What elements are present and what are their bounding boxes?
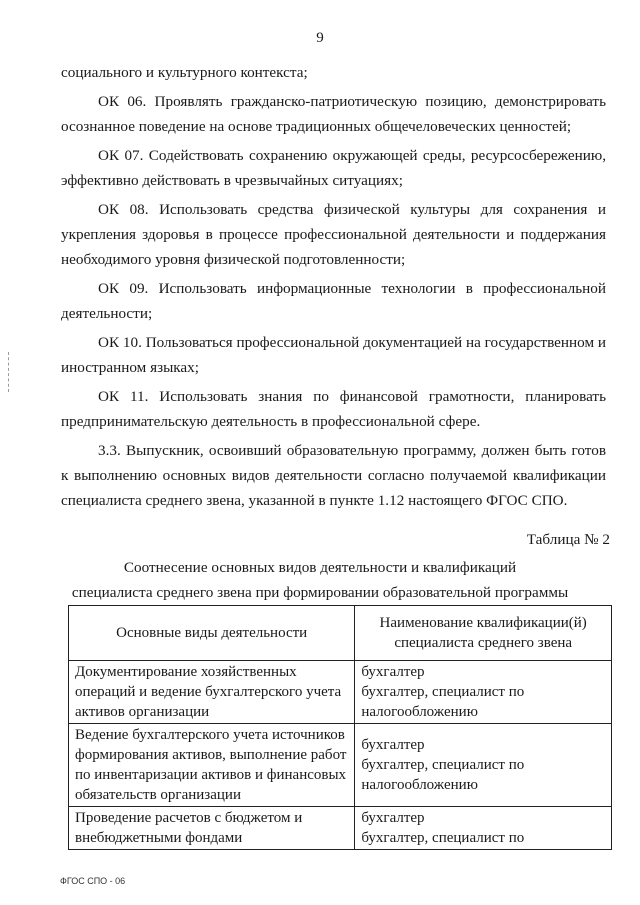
cell-line: бухгалтер (361, 737, 425, 753)
cell-line: формирования активов, выполнение работ (75, 747, 347, 763)
qualification-cell (355, 807, 612, 850)
cell-line: Проведение расчетов с бюджетом и (75, 810, 303, 826)
cell-line: внебюджетными фондами (75, 830, 243, 846)
paragraph-ok06: ОК 06. Проявлять гражданско-патриотическую позицию, демонстрировать осознанное поведение на основе традиционных общечеловеческих ценностей; (61, 93, 606, 135)
activity-cell (69, 807, 355, 850)
table-caption (0, 555, 640, 605)
cell-line: бухгалтер, специалист по (361, 830, 525, 846)
activity-cell (69, 661, 355, 724)
page-number: 9 (316, 30, 324, 46)
qualification-cell (355, 724, 612, 807)
header-activities: Основные виды деятельности (69, 606, 355, 661)
header-qualification-line: специалиста среднего звена (394, 635, 573, 651)
cell-line: бухгалтер (361, 810, 425, 826)
paragraph-3-3: 3.3. Выпускник, освоивший образовательную программу, должен быть готов к выполнению основных видов деятельности согласно получаемой квалификации специалиста среднего звена, указанной в пункте 1.12 настоящего ФГОС СПО. (61, 442, 606, 509)
table-row (69, 724, 612, 807)
cell-line: по инвентаризации активов и финансовых (75, 767, 347, 783)
paragraph-context: социального и культурного контекста; (61, 64, 308, 81)
cell-line: налогообложению (361, 777, 478, 793)
cell-line: налогообложению (361, 704, 478, 720)
table-caption-line: специалиста среднего звена при формировании образовательной программы (71, 584, 569, 601)
cell-line: активов организации (75, 704, 210, 720)
cell-line: обязательств организации (75, 787, 241, 803)
cell-line: бухгалтер, специалист по (361, 684, 525, 700)
table-caption-line: Соотнесение основных видов деятельности и квалификаций (123, 559, 517, 576)
table-row (69, 807, 612, 850)
cell-line: бухгалтер (361, 664, 425, 680)
paragraph-ok08: ОК 08. Использовать средства физической культуры для сохранения и укрепления здоровья в процессе профессиональной деятельности и поддержания необходимого уровня физической подготовленности; (61, 201, 606, 268)
paragraph-ok09: ОК 09. Использовать информационные технологии в профессиональной деятельности; (61, 280, 606, 322)
footer-label: ФГОС СПО - 06 (60, 876, 126, 886)
cell-line: Документирование хозяйственных (75, 664, 297, 680)
cell-line: операций и ведение бухгалтерского учета (75, 684, 342, 700)
table-row (69, 661, 612, 724)
activity-cell (69, 724, 355, 807)
paragraph-ok10: ОК 10. Пользоваться профессиональной документацией на государственном и иностранном языках; (61, 334, 606, 376)
cell-line: бухгалтер, специалист по (361, 757, 525, 773)
header-qualification (355, 606, 612, 661)
qualification-cell (355, 661, 612, 724)
cell-line: Ведение бухгалтерского учета источников (75, 727, 345, 743)
margin-mark (8, 352, 10, 392)
table-header-row (69, 606, 612, 661)
table-number: Таблица № 2 (526, 531, 610, 548)
paragraph-ok07: ОК 07. Содействовать сохранению окружающей среды, ресурсосбережению, эффективно действовать в чрезвычайных ситуациях; (61, 147, 606, 189)
header-qualification-line: Наименование квалификации(й) (379, 615, 587, 631)
paragraph-ok11: ОК 11. Использовать знания по финансовой грамотности, планировать предпринимательскую деятельность в профессиональной сфере. (61, 388, 606, 430)
activities-table (68, 605, 612, 850)
body-text (61, 60, 606, 517)
